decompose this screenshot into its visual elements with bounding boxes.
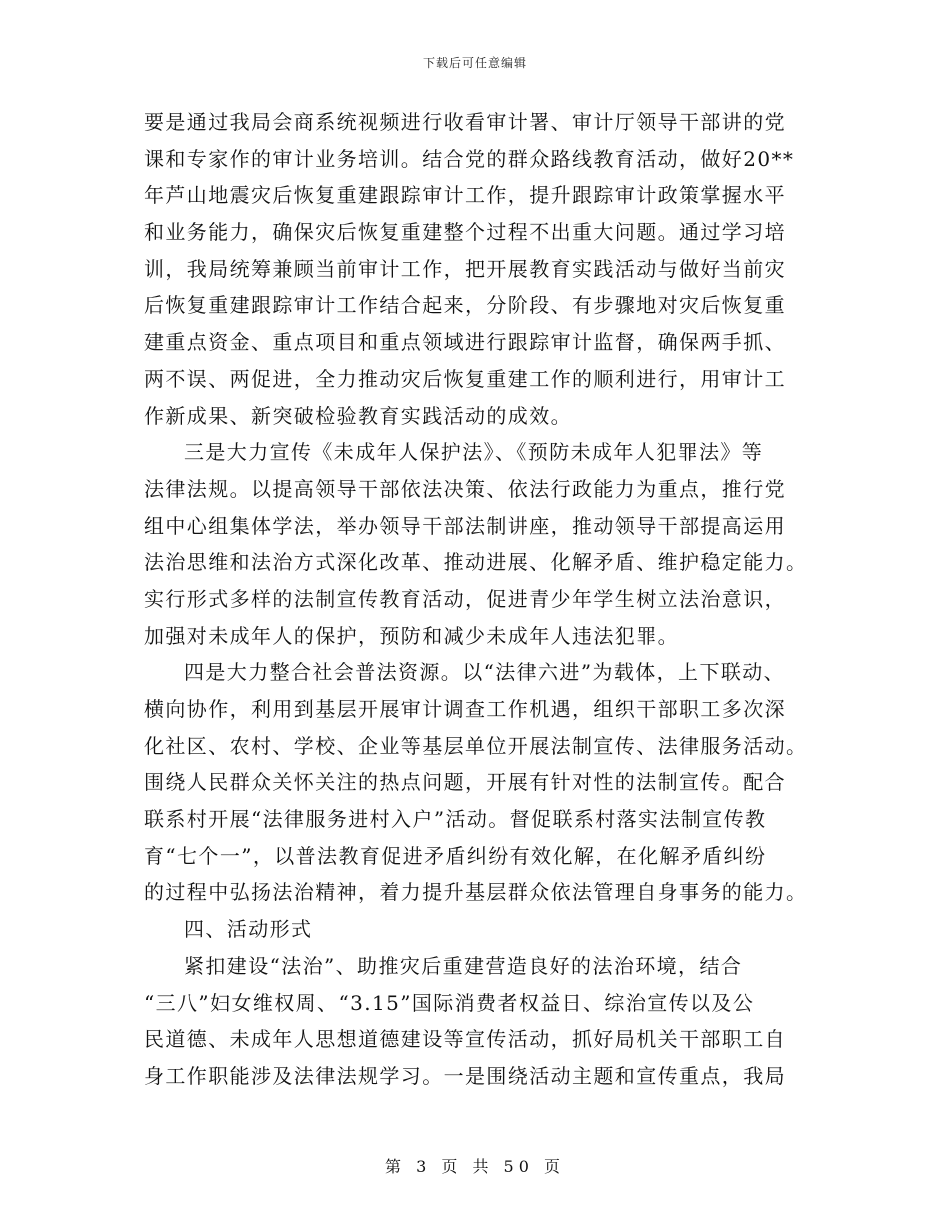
text-line: 联系村开展“法律服务进村入户”活动。督促联系村落实法制宣传教: [144, 807, 767, 832]
text-line: 和业务能力，确保灾后恢复重建整个过程不出重大问题。通过学习培: [144, 220, 786, 245]
text-line: 育“七个一”，以普法教育促进矛盾纠纷有效化解，在化解矛盾纠纷: [144, 843, 767, 868]
text-line: 身工作职能涉及法律法规学习。一是围绕活动主题和宣传重点，我局: [144, 1063, 786, 1088]
document-body: [144, 104, 806, 1095]
page-header: 下载后可任意编辑: [422, 56, 527, 70]
text-line: 围绕人民群众关怀关注的热点问题，开展有针对性的法制宣传。配合: [144, 770, 786, 795]
text-line: 要是通过我局会商系统视频进行收看审计署、审计厅领导干部讲的党: [144, 110, 786, 134]
text-line: 建重点资金、重点项目和重点领域进行跟踪审计监督，确保两手抓、: [144, 330, 786, 355]
text-line: 四、活动形式: [184, 917, 313, 942]
text-line: 法律法规。以提高领导干部依法决策、依法行政能力为重点，推行党: [144, 476, 786, 501]
text-line: 法治思维和法治方式深化改革、推动进展、化解矛盾、维护稳定能力。: [144, 550, 808, 575]
text-line: 训，我局统筹兼顾当前审计工作，把开展教育实践活动与做好当前灾: [144, 256, 786, 281]
text-line: 民道德、未成年人思想道德建设等宣传活动，抓好局机关干部职工自: [144, 1027, 786, 1052]
page-number-footer: 第 3 页 共 50 页: [385, 1157, 565, 1176]
text-line: 紧扣建设“法治”、助推灾后重建营造良好的法治环境，结合: [184, 953, 743, 978]
text-line: 三是大力宣传《未成年人保护法》、《预防未成年人犯罪法》等: [184, 440, 764, 465]
text-line: 四是大力整合社会普法资源。以“法律六进”为载体，上下联动、: [184, 660, 786, 685]
text-line: 的过程中弘扬法治精神，着力提升基层群众依法管理自身事务的能力。: [144, 880, 808, 905]
text-line: 横向协作，利用到基层开展审计调查工作机遇，组织干部职工多次深: [144, 697, 786, 721]
text-line: 加强对未成年人的保护，预防和减少未成年人违法犯罪。: [144, 623, 679, 648]
text-line: 组中心组集体学法，举办领导干部法制讲座，推动领导干部提高运用: [144, 513, 786, 538]
text-line: 课和专家作的审计业务培训。结合党的群众路线教育活动，做好20**: [144, 146, 795, 171]
text-line: 两不误、两促进，全力推动灾后恢复重建工作的顺利进行，用审计工: [144, 366, 786, 391]
text-line: 年芦山地震灾后恢复重建跟踪审计工作，提升跟踪审计政策掌握水平: [144, 183, 786, 208]
text-line: 实行形式多样的法制宣传教育活动，促进青少年学生树立法治意识，: [144, 586, 786, 611]
text-line: 后恢复重建跟踪审计工作结合起来，分阶段、有步骤地对灾后恢复重: [144, 293, 786, 318]
text-line: 作新成果、新突破检验教育实践活动的成效。: [144, 403, 572, 428]
text-line: 化社区、农村、学校、企业等基层单位开展法制宣传、法律服务活动。: [144, 733, 808, 758]
text-line: “三八”妇女维权周、“3.15”国际消费者权益日、综治宣传以及公: [144, 990, 755, 1015]
